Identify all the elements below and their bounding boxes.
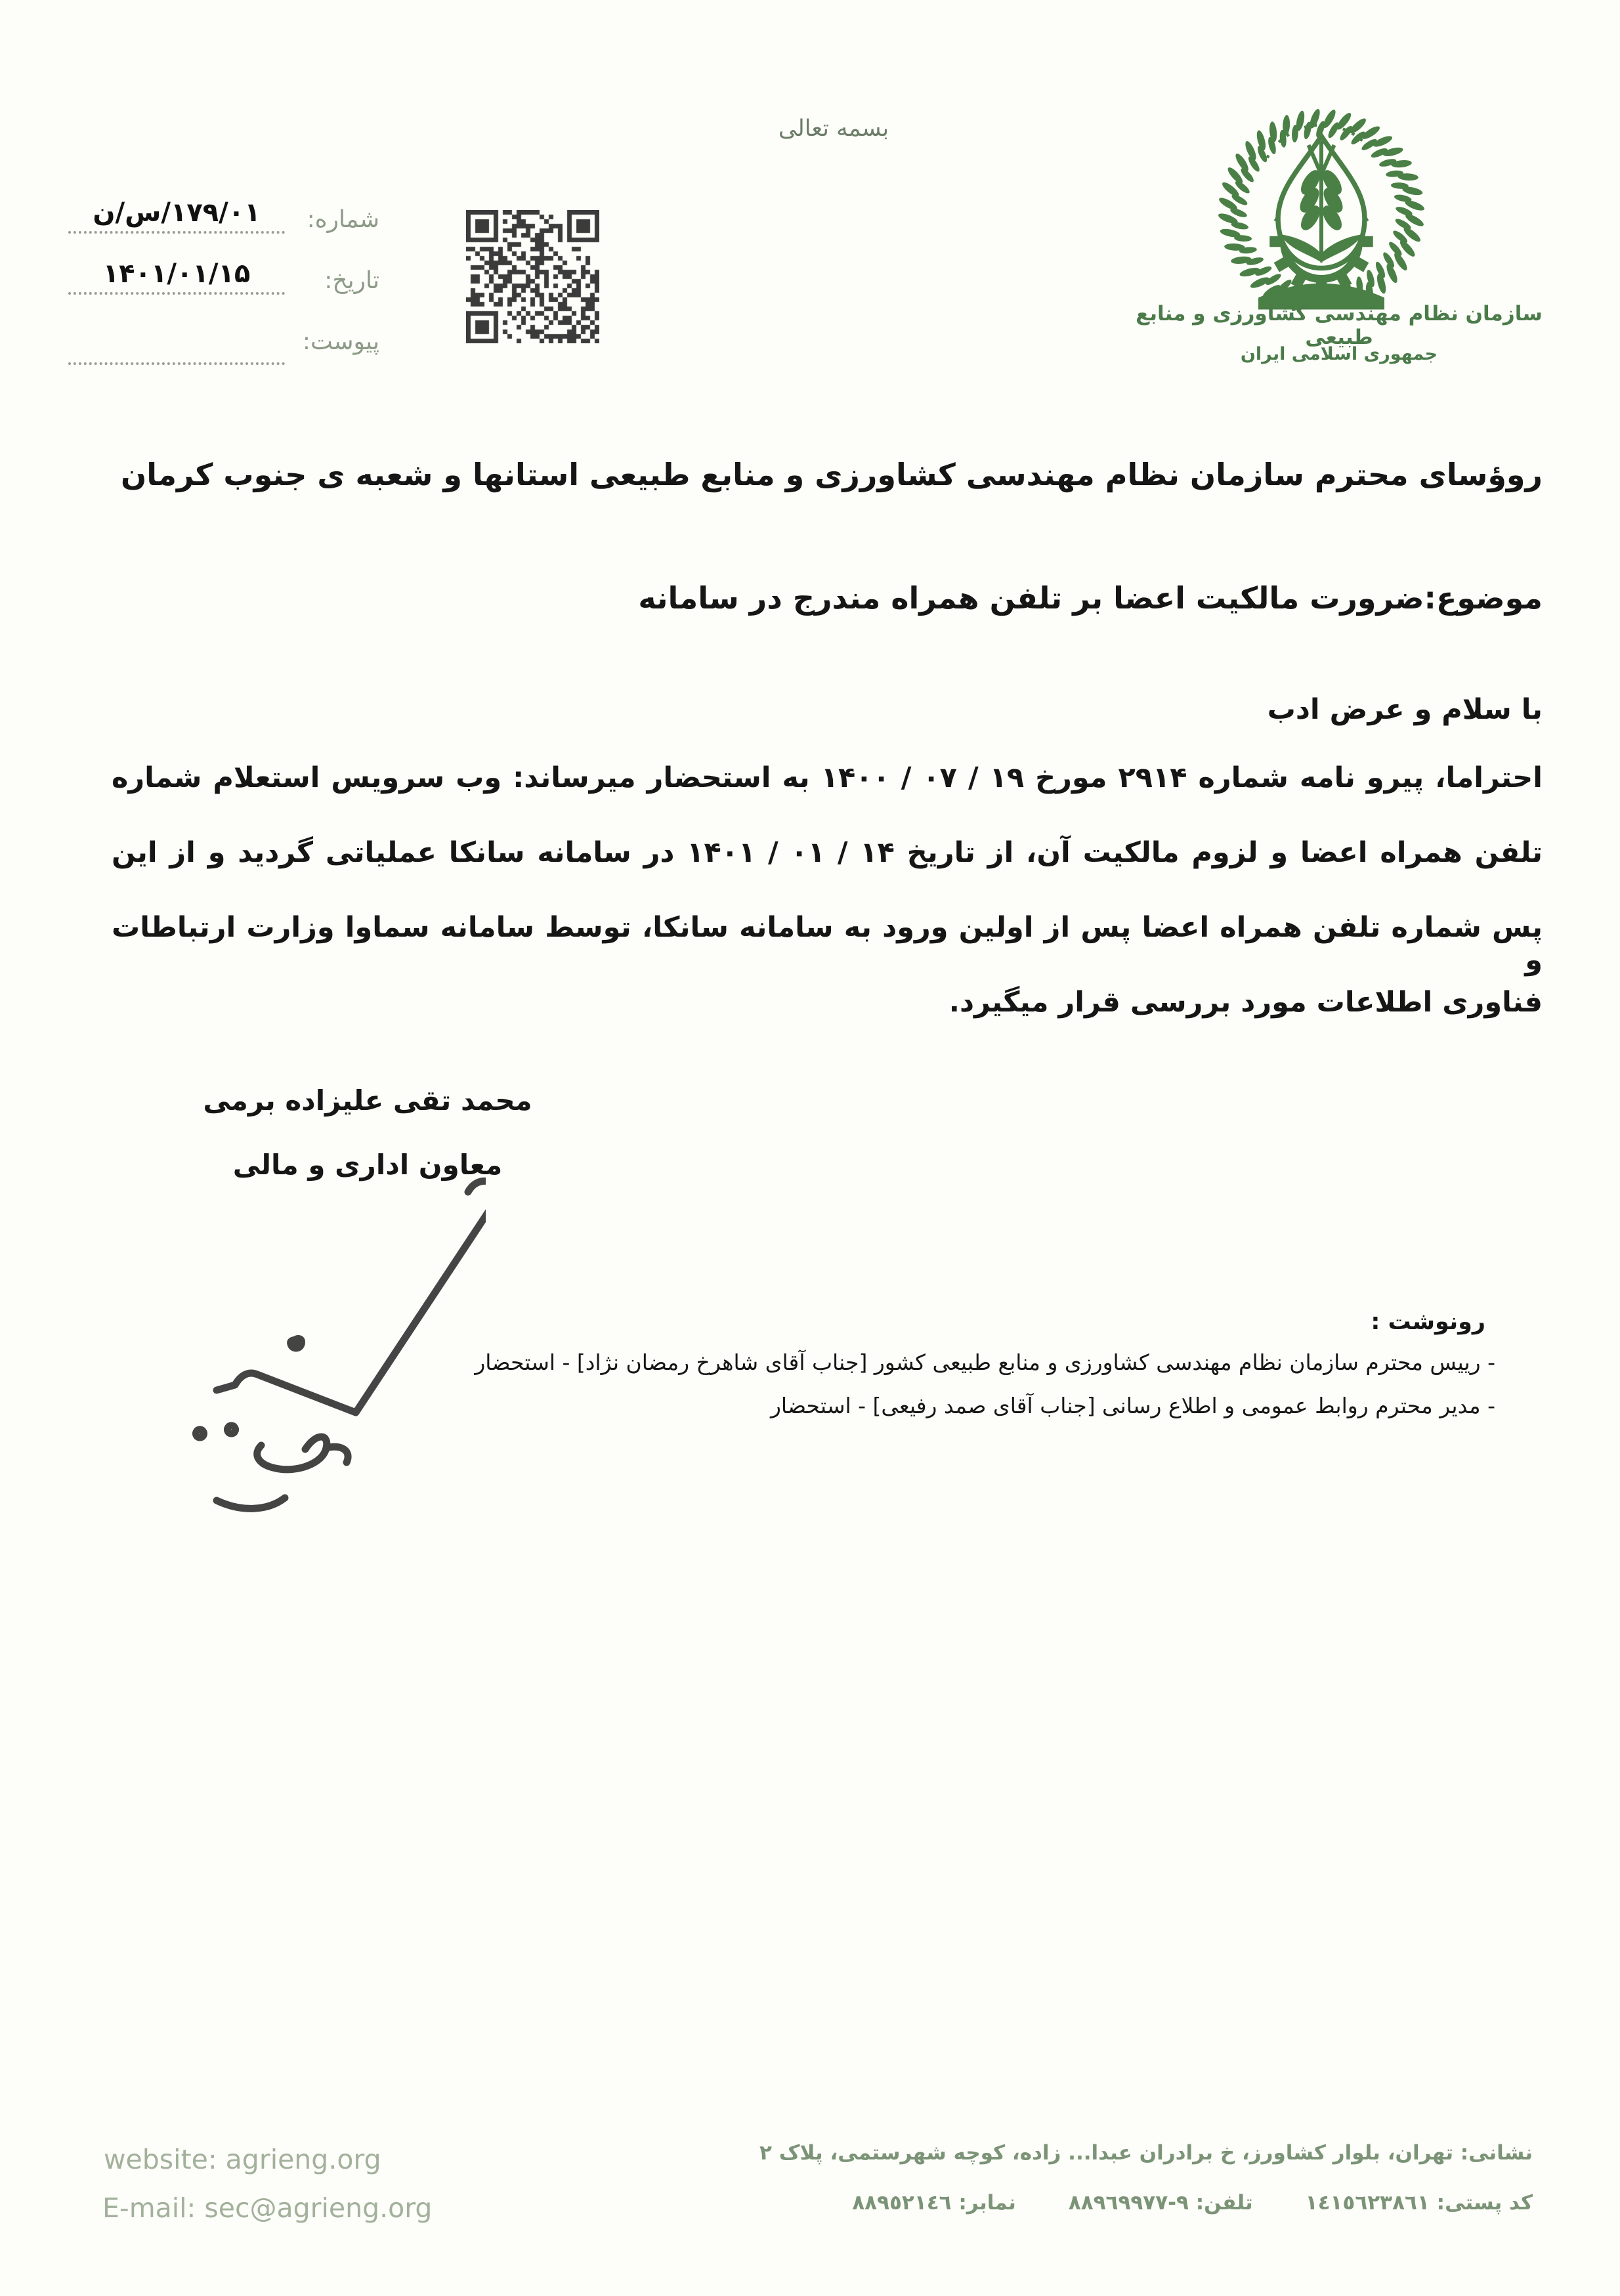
handwritten-signature xyxy=(118,1162,486,1529)
number-label: شماره: xyxy=(307,206,379,233)
bismillah-text: بسمه تعالی xyxy=(778,116,889,142)
footer-numbers xyxy=(852,2191,1533,2215)
footer-phone: تلفن: ٩-٨٨٩٦٩٩٧٧ xyxy=(1068,2191,1253,2215)
signer-name: محمد تقی علیزاده برمی xyxy=(203,1084,532,1116)
signer-title: معاون اداری و مالی xyxy=(232,1149,503,1181)
ref-row-date xyxy=(64,255,379,316)
cc-label: رونوشت : xyxy=(1371,1309,1485,1335)
date-dotted-line xyxy=(68,255,285,295)
recipient-line: روؤسای محترم سازمان نظام مهندسی کشاورزی و منابع طبیعی استانها و شعبه ی جنوب کرمان xyxy=(120,457,1543,492)
number-dotted-line xyxy=(68,194,285,234)
attachment-dotted-line xyxy=(68,326,285,365)
logo-org-name: سازمان نظام مهندسی کشاورزی و منابع طبیعی xyxy=(1136,302,1543,349)
footer-postal-code: کد پستی: ١٤١٥٦٢٣٨٦١ xyxy=(1305,2191,1533,2215)
footer-website: website: agrieng.org xyxy=(104,2144,381,2175)
number-value: ۱۷۹/۰۱/س/ن xyxy=(93,198,261,228)
logo-country-name: جمهوری اسلامی ایران xyxy=(1240,344,1438,364)
greeting-line: با سلام و عرض ادب xyxy=(1267,693,1543,726)
subject-line: موضوع:ضرورت مالکیت اعضا بر تلفن همراه مندرج در سامانه xyxy=(638,580,1543,616)
footer-fax: نمابر: ٨٨٩٥٢١٤٦ xyxy=(852,2191,1016,2215)
body-line-4: فناوری اطلاعات مورد بررسی قرار میگیرد. xyxy=(949,986,1543,1019)
body-line-1: احتراما، پیرو نامه شماره ۲۹۱۴ مورخ ۱۹ / ۰۷ / ۱۴۰۰ به استحضار میرساند: وب سرویس استعلام شماره xyxy=(112,761,1543,794)
footer-email: E-mail: sec@agrieng.org xyxy=(102,2192,433,2224)
cc-item-1: - رییس محترم سازمان نظام مهندسی کشاورزی و منابع طبیعی کشور [جناب آقای شاهرخ رمضان نژاد] - استحضار xyxy=(475,1350,1495,1375)
qr-code-icon xyxy=(466,210,599,343)
reference-fields xyxy=(64,194,379,377)
footer-address: نشانی: تهران، بلوار کشاورز، خ برادران عبدا... زاده، کوچه شهرستمی، پلاک ۲ xyxy=(759,2141,1533,2165)
ref-row-number xyxy=(64,194,379,255)
body-line-3: پس شماره تلفن همراه اعضا پس از اولین ورود به سامانه سانکا، توسط سامانه سماوا وزارت ارتباطات و xyxy=(112,911,1543,977)
body-line-2: تلفن همراه اعضا و لزوم مالکیت آن، از تاریخ ۱۴ / ۰۱ / ۱۴۰۱ در سامانه سانکا عملیاتی گردید و از این xyxy=(112,836,1543,869)
attachment-label: پیوست: xyxy=(302,328,379,355)
ref-row-attachment xyxy=(64,316,379,377)
organization-logo-icon xyxy=(1174,104,1469,312)
date-value: ۱۴۰۱/۰۱/۱۵ xyxy=(102,259,251,289)
date-label: تاریخ: xyxy=(324,267,379,294)
cc-item-2: - مدیر محترم روابط عمومی و اطلاع رسانی [جناب آقای صمد رفیعی] - استحضار xyxy=(770,1393,1495,1418)
